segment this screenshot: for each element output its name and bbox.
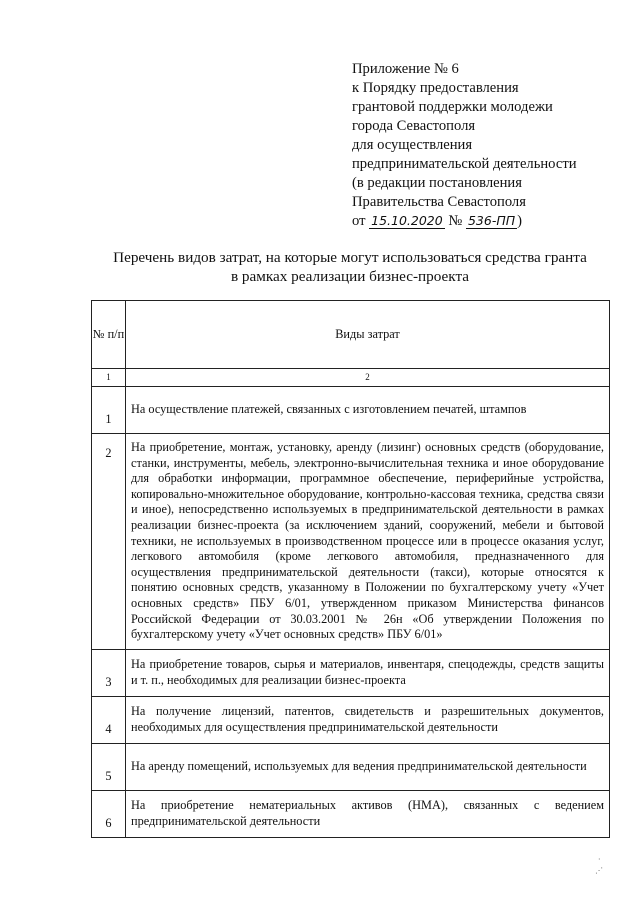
row-number: 2 (92, 434, 126, 650)
table-row (92, 649, 610, 696)
column-index-1: 1 (92, 369, 126, 387)
appendix-block (352, 60, 612, 231)
document-title (100, 248, 600, 286)
table-row (92, 387, 610, 434)
appendix-line: для осуществления (352, 137, 473, 153)
expenses-table (91, 300, 610, 838)
handwritten-number: 536-ПП (467, 213, 516, 228)
scan-speck: ⋰ (595, 866, 603, 875)
appendix-line: к Порядку предоставления (352, 80, 519, 96)
appendix-line: предпринимательской деятельности (352, 156, 577, 172)
resolution-date-line (352, 212, 612, 231)
handwritten-date: 15.10.2020 (371, 213, 443, 228)
number-prefix: № (448, 213, 463, 229)
title-line: Перечень видов затрат, на которые могут использоваться средства гранта (113, 249, 587, 266)
row-number: 5 (92, 743, 126, 790)
table-row (92, 743, 610, 790)
scan-speck: · (598, 855, 601, 864)
table-header-row (92, 301, 610, 369)
row-text: На получение лицензий, патентов, свидетельств и разрешительных документов, необходимых для осуществления предпринимательской деятельности (126, 696, 610, 743)
column-index-row (92, 369, 610, 387)
date-prefix: от (352, 213, 366, 229)
closing-paren: ) (517, 213, 523, 229)
row-number: 4 (92, 696, 126, 743)
row-text: На приобретение, монтаж, установку, аренду (лизинг) основных средств (оборудование, станки, инструменты, мебель, электронно-вычислительная техника и иное оборудование для обработки информации, программное обеспечение, периферийные устройства, копировально-множительное оборудование, контрольно-кассовая техника, средства связи и иное), непосредственно используемых в предпринимательской деятельности в рамках реализации бизнес-проекта (за исключением зданий, сооружений, мебели и бытовой техники, не используемых в производственном процессе или в процессе оказания услуг, легкового автомобиля (кроме легкового автомобиля, предназначенного для осуществления предпринимательской деятельности (такси), которые относятся к понятию основных средств, указанному в Положении по бухгалтерскому учету «Учет основных средств» ПБУ 6/01, утвержденном приказом Министерства финансов Российской Федерации от 30.03.2001 № 26н «Об утверждении Положения по бухгалтерскому учету «Учет основных средств» ПБУ 6/01» (126, 434, 610, 650)
row-text: На аренду помещений, используемых для ведения предпринимательской деятельности (126, 743, 610, 790)
row-text: На осуществление платежей, связанных с изготовлением печатей, штампов (126, 387, 610, 434)
appendix-line: Правительства Севастополя (352, 194, 526, 210)
appendix-line: грантовой поддержки молодежи (352, 99, 553, 115)
row-text: На приобретение товаров, сырья и материалов, инвентаря, спецодежды, средств защиты и т. п., необходимых для реализации бизнес-проекта (126, 649, 610, 696)
table-row (92, 790, 610, 837)
header-expense-type: Виды затрат (126, 301, 610, 369)
column-index-2: 2 (126, 369, 610, 387)
appendix-line: (в редакции постановления (352, 175, 522, 191)
row-number: 3 (92, 649, 126, 696)
appendix-line: города Севастополя (352, 118, 476, 134)
row-number: 1 (92, 387, 126, 434)
header-num: № п/п (92, 301, 126, 369)
table-row (92, 696, 610, 743)
table-row (92, 434, 610, 650)
row-text: На приобретение нематериальных активов (НМА), связанных с ведением предпринимательской деятельности (126, 790, 610, 837)
title-line: в рамках реализации бизнес-проекта (230, 268, 470, 285)
appendix-line: Приложение № 6 (352, 61, 459, 77)
row-number: 6 (92, 790, 126, 837)
